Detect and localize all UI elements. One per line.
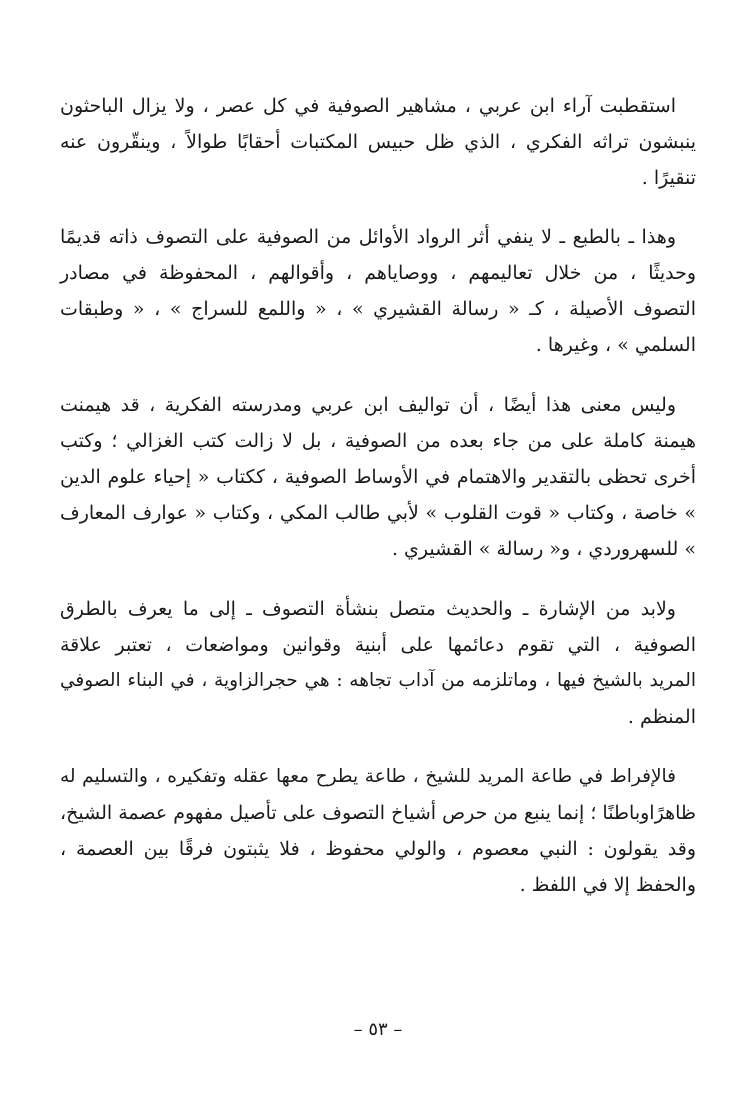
paragraph-line: التصوف الأصيلة ، كـ « رسالة القشيري » ، « واللمع للسراج » ، « وطبقات xyxy=(60,298,696,320)
paragraph-line: » خاصة ، وكتاب « قوت القلوب » لأبي طالب المكي ، وكتاب « عوارف المعارف xyxy=(60,502,696,524)
paragraph-2 xyxy=(60,219,696,363)
book-page xyxy=(60,0,696,1097)
paragraph-line: تنقيرًا . xyxy=(641,167,696,189)
paragraph-4 xyxy=(60,591,696,735)
paragraph-line: هيمنة كاملة على من جاء بعده من الصوفية ، بل لا زالت كتب الغزالي ؛ وكتب xyxy=(60,430,696,452)
paragraph-line: وهذا ـ بالطبع ـ لا ينفي أثر الرواد الأوائل من الصوفية على التصوف ذاته قديمًا xyxy=(60,226,676,248)
paragraph-line: وحديثًا ، من خلال تعاليمهم ، ووصاياهم ، وأقوالهم ، المحفوظة في مصادر xyxy=(60,262,696,284)
paragraph-line: المريد بالشيخ فيها ، وماتلزمه من آداب تجاهه : هي حجرالزاوية ، في البناء الصوفي xyxy=(60,670,696,691)
paragraph-line: السلمي » ، وغيرها . xyxy=(535,334,696,356)
paragraph-line: الصوفية ، التي تقوم دعائمها على أبنية وقوانين ومواضعات ، تعتبر علاقة xyxy=(60,634,696,656)
paragraph-line: وليس معنى هذا أيضًا ، أن تواليف ابن عربي ومدرسته الفكرية ، قد هيمنت xyxy=(60,394,676,416)
paragraph-5 xyxy=(60,759,696,903)
paragraph-line: ظاهرًاوباطنًا ؛ إنما ينبع من حرص أشياخ التصوف على تأصيل مفهوم عصمة الشيخ، xyxy=(60,802,696,824)
paragraph-line: وقد يقولون : النبي معصوم ، والولي محفوظ ، فلا يثبتون فرقًا بين العصمة ، xyxy=(60,838,696,860)
paragraph-line: ينبشون تراثه الفكري ، الذي ظل حبيس المكتبات أحقابًا طوالاً ، وينقّرون عنه xyxy=(60,131,696,153)
paragraph-line: استقطبت آراء ابن عربي ، مشاهير الصوفية في كل عصر ، ولا يزال الباحثون xyxy=(60,95,676,117)
paragraph-3 xyxy=(60,387,696,567)
paragraph-line: المنظم . xyxy=(627,706,696,728)
paragraph-line: » للسهروردي ، و« رسالة » القشيري . xyxy=(391,538,696,560)
paragraph-line: ولابد من الإشارة ـ والحديث متصل بنشأة التصوف ـ إلى ما يعرف بالطرق xyxy=(60,598,676,620)
paragraph-line: فالإفراط في طاعة المريد للشيخ ، طاعة يطرح معها عقله وتفكيره ، والتسليم له xyxy=(60,766,676,787)
paragraph-line: والحفظ إلا في اللفظ . xyxy=(519,874,696,896)
paragraph-line: أخرى تحظى بالتقدير والاهتمام في الأوساط الصوفية ، ككتاب « إحياء علوم الدين xyxy=(60,466,696,488)
page-number: – ٥٣ – xyxy=(353,1019,403,1040)
paragraph-1 xyxy=(60,88,696,196)
